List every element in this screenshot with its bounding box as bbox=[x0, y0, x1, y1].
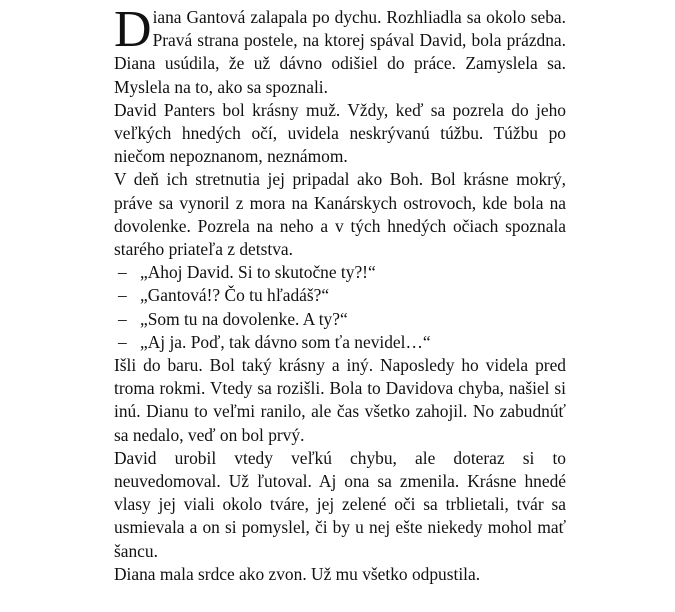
dialog-line bbox=[114, 261, 566, 284]
dialog-dash: – bbox=[118, 262, 127, 283]
paragraph-bar: Išli do baru. Bol taký krásny a iný. Naposledy ho videla pred troma rokmi. Vtedy sa rozišli. Bola to Davidova chyba, našiel si inú. Dianu to veľmi ranilo, ale čas všetko zahojil. No zabudnúť sa nedalo, veď on bol prvý. bbox=[114, 355, 566, 445]
dialog-line-text: „Gantová!? Čo tu hľadáš?“ bbox=[140, 285, 330, 306]
dialog-dash: – bbox=[118, 308, 127, 329]
dialog-line bbox=[114, 308, 566, 331]
opening-paragraph-text: iana Gantová zalapala po dychu. Rozhliadla sa okolo seba. Pravá strana postele, na ktorej spával David, bola prázdna. Diana usúdila, že už dávno odišiel do práce. Zamyslela sa. Myslela na to, ako sa spoznali. bbox=[114, 7, 566, 97]
document-page bbox=[114, 1, 566, 586]
dialog-list bbox=[114, 261, 566, 354]
paragraph-david-description: David Panters bol krásny muž. Vždy, keď sa pozrela do jeho veľkých hnedých očí, uvidela neskrývanú túžbu. Túžbu po niečom nepoznanom, neznámom. bbox=[114, 99, 566, 167]
drop-cap-letter: D bbox=[114, 1, 152, 58]
dialog-line-text: „Som tu na dovolenke. A ty?“ bbox=[140, 308, 348, 329]
opening-paragraph bbox=[114, 1, 566, 99]
dialog-dash: – bbox=[118, 331, 127, 352]
dialog-line bbox=[114, 331, 566, 354]
dialog-line-text: „Ahoj David. Si to skutočne ty?!“ bbox=[140, 262, 376, 283]
dialog-line bbox=[114, 284, 566, 307]
paragraph-first-meeting: V deň ich stretnutia jej pripadal ako Boh. Bol krásne mokrý, práve sa vynoril z mora na Kanárskych ostrovoch, kde bola na dovolenke. Pozrela na neho a v tých hnedých očiach spoznala starého priateľa z detstva. bbox=[114, 169, 566, 260]
paragraph-david-regret: David urobil vtedy veľkú chybu, ale doteraz si to neuvedomoval. Už ľutoval. Aj ona sa zmenila. Krásne hnedé vlasy jej viali okolo tváre, jej zelené oči sa trblietali, tvár sa usmievala a on si pomyslel, či by u nej ešte niekedy mohol mať šancu. bbox=[114, 447, 566, 561]
dialog-line-text: „Aj ja. Poď, tak dávno som ťa nevidel…“ bbox=[140, 331, 431, 352]
dialog-dash: – bbox=[118, 285, 127, 306]
paragraph-forgiveness: Diana mala srdce ako zvon. Už mu všetko odpustila. bbox=[114, 563, 481, 584]
